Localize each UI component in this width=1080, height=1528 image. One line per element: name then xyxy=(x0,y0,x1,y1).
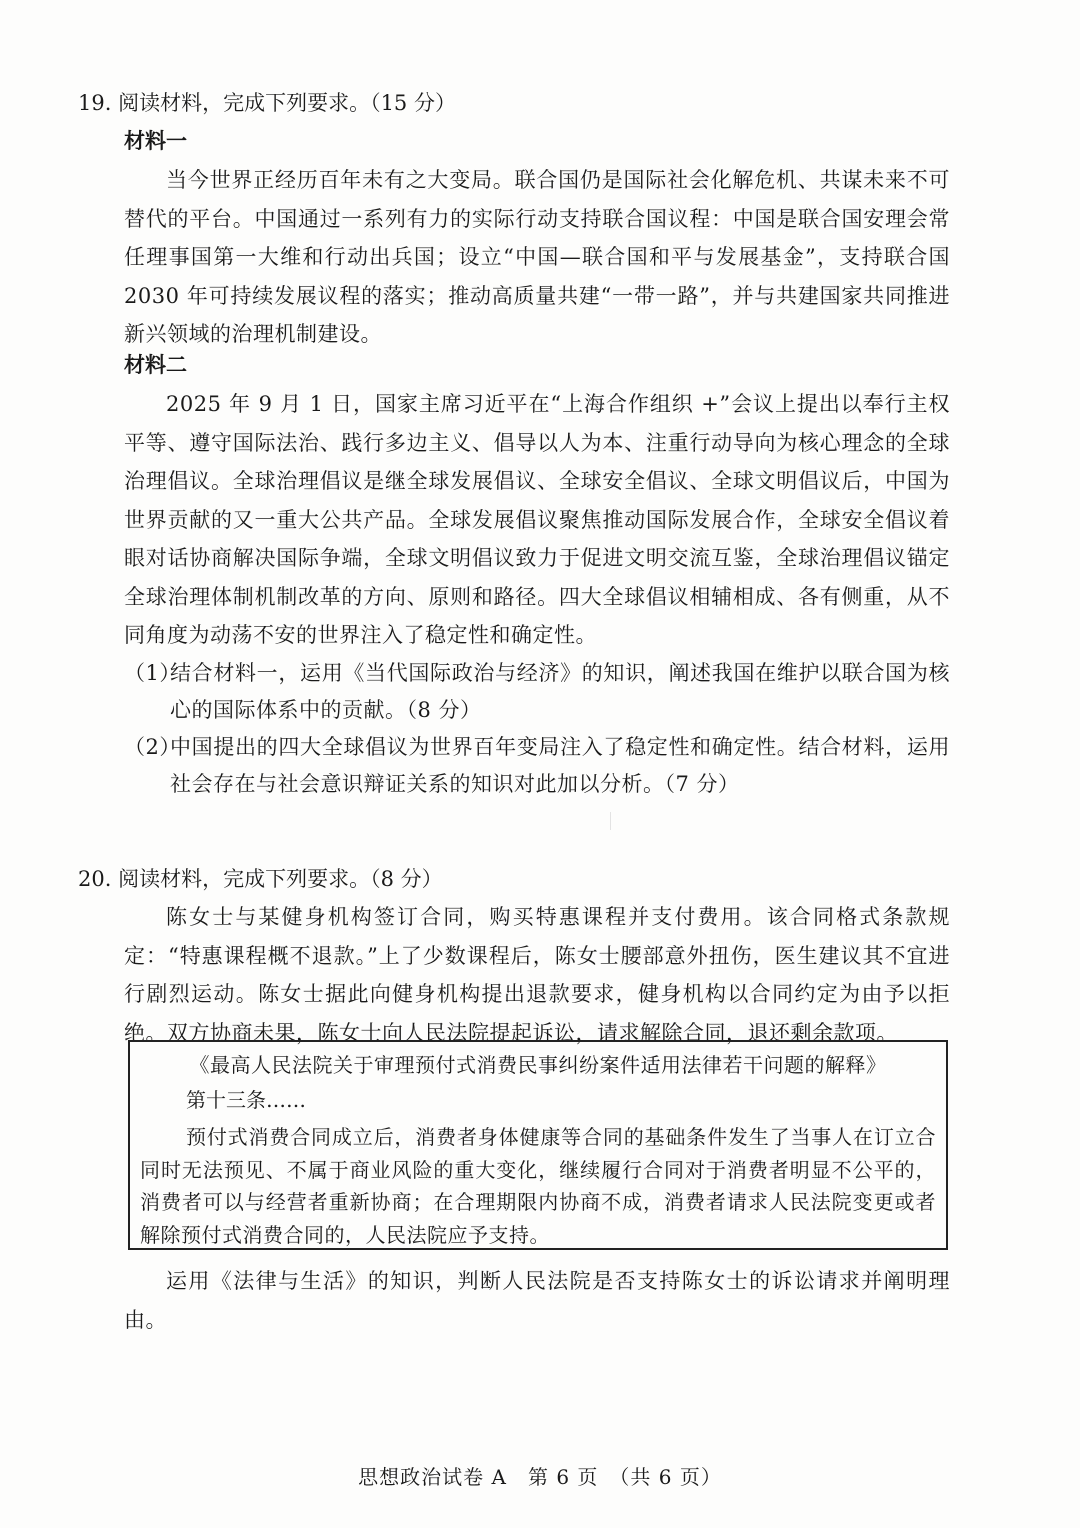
law-title: 《最高人民法院关于审理预付式消费民事纠纷案件适用法律若干问题的解释》 xyxy=(189,1053,887,1077)
scan-mark xyxy=(610,812,611,830)
question-19-part-2-number: （2） xyxy=(124,735,181,759)
question-19-part-2-text: 中国提出的四大全球倡议为世界百年变局注入了稳定性和确定性。结合材料，运用社会存在与社会意识辩证关系的知识对此加以分析。（7 分） xyxy=(170,735,950,796)
question-20-prompt: 运用《法律与生活》的知识，判断人民法院是否支持陈女士的诉讼请求并阐明理由。 xyxy=(124,1269,950,1332)
material-2-heading: 材料二 xyxy=(124,352,187,377)
question-19-part-1-number: （1） xyxy=(124,661,181,685)
question-19-part-1-text: 结合材料一，运用《当代国际政治与经济》的知识，阐述我国在维护以联合国为核心的国际体系中的贡献。（8 分） xyxy=(170,661,950,722)
material-2-text: 2025 年 9 月 1 日，国家主席习近平在“上海合作组织 +”会议上提出以奉行主权平等、遵守国际法治、践行多边主义、倡导以人为本、注重行动导向为核心理念的全球治理倡议。全球治理倡议是继全球发展倡议、全球安全倡议、全球文明倡议后，中国为世界贡献的又一重大公共产品。全球发展倡议聚焦推动国际发展合作，全球安全倡议着眼对话协商解决国际争端，全球文明倡议致力于促进文明交流互鉴，全球治理倡议锚定全球治理体制机制改革的方向、原则和路径。四大全球倡议相辅相成、各有侧重，从不同角度为动荡不安的世界注入了稳定性和确定性。 xyxy=(124,392,950,647)
law-excerpt-box xyxy=(128,1040,948,1250)
question-20-title: 20. 阅读材料，完成下列要求。（8 分） xyxy=(78,867,443,891)
law-text: 预付式消费合同成立后，消费者身体健康等合同的基础条件发生了当事人在订立合同时无法预见、不属于商业风险的重大变化，继续履行合同对于消费者明显不公平的，消费者可以与经营者重新协商；在合理期限内协商不成，消费者请求人民法院变更或者解除预付式消费合同的，人民法院应予支持。 xyxy=(140,1125,936,1247)
material-1-text: 当今世界正经历百年未有之大变局。联合国仍是国际社会化解危机、共谋未来不可替代的平台。中国通过一系列有力的实际行动支持联合国议程：中国是联合国安理会常任理事国第一大维和行动出兵国；设立“中国—联合国和平与发展基金”，支持联合国2030 年可持续发展议程的落实；推动高质量共建“一带一路”，并与共建国家共同推进新兴领域的治理机制建设。 xyxy=(124,168,950,346)
question-19-part-2 xyxy=(124,729,950,803)
law-article-number: 第十三条…… xyxy=(186,1088,306,1112)
question-19-part-1 xyxy=(124,655,950,729)
question-19-title: 19. 阅读材料，完成下列要求。（15 分） xyxy=(78,91,456,115)
page-footer: 思想政治试卷 A 第 6 页 （共 6 页） xyxy=(358,1465,722,1489)
case-text: 陈女士与某健身机构签订合同，购买特惠课程并支付费用。该合同格式条款规定：“特惠课程概不退款。”上了少数课程后，陈女士腰部意外扭伤，医生建议其不宜进行剧烈运动。陈女士据此向健身机构提出退款要求，健身机构以合同约定为由予以拒绝。双方协商未果，陈女士向人民法院提起诉讼，请求解除合同，退还剩余款项。 xyxy=(124,905,950,1045)
material-1-heading: 材料一 xyxy=(124,128,187,153)
